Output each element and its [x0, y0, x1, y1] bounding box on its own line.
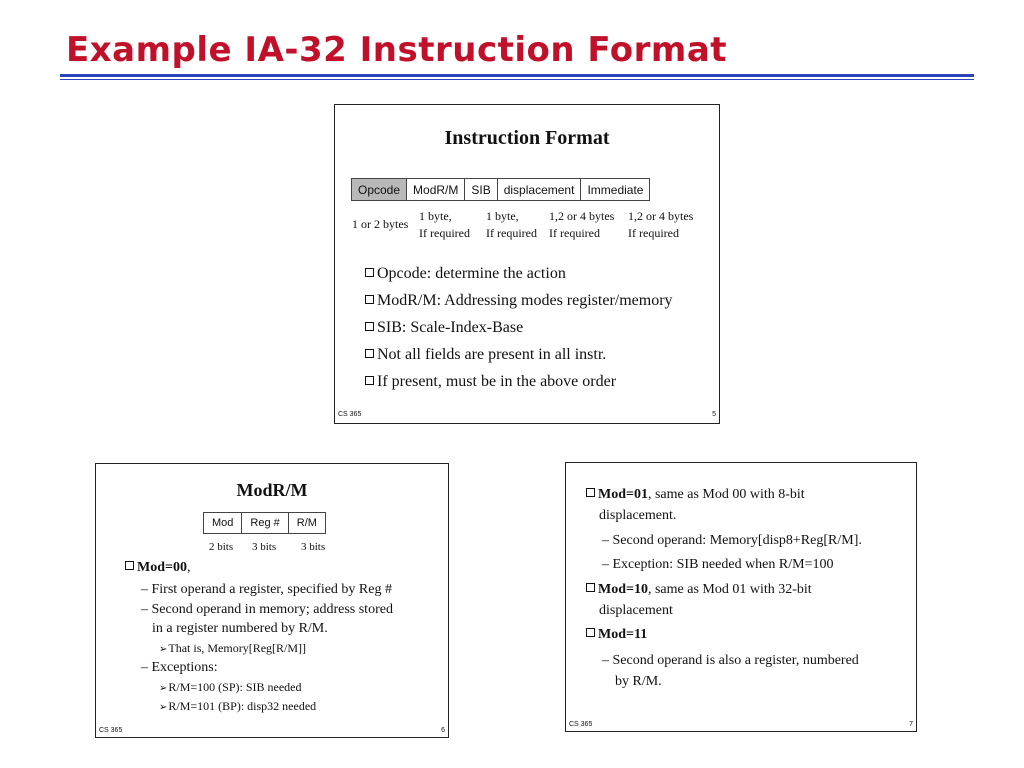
sub-item: – Exceptions: — [141, 660, 218, 675]
arrow-bullet-icon: ➢ — [159, 683, 168, 694]
slide-number: 6 — [441, 727, 445, 734]
bits-reg: 3 bits — [252, 541, 277, 553]
page-title: Example IA-32 Instruction Format — [66, 30, 728, 70]
sub-item: – First operand a register, specified by Reg # — [141, 582, 392, 597]
size-modrm: 1 byte, If required — [419, 209, 470, 240]
checkbox-bullet-icon — [586, 628, 595, 637]
checkbox-bullet-icon — [365, 322, 374, 331]
field-sib: SIB — [465, 179, 497, 201]
field-opcode: Opcode — [352, 179, 407, 201]
modrm-table — [203, 512, 326, 534]
bullet-item: Mod=10, same as Mod 01 with 32-bit — [586, 582, 812, 598]
size-displacement: 1,2 or 4 bytes If required — [549, 209, 615, 240]
field-displacement: displacement — [497, 179, 581, 201]
slide-title: ModR/M — [236, 480, 308, 500]
checkbox-bullet-icon — [365, 376, 374, 385]
arrow-bullet-icon: ➢ — [159, 644, 168, 655]
sub-item: – Second operand in memory; address stored — [141, 602, 393, 617]
bits-mod: 2 bits — [209, 541, 234, 553]
sub-item: – Second operand is also a register, numbered — [602, 653, 859, 668]
slide-instruction-format — [334, 104, 720, 424]
bullet-item: ModR/M: Addressing modes register/memory — [365, 292, 673, 310]
arrow-bullet-icon: ➢ — [159, 702, 168, 713]
instruction-format-table — [351, 178, 650, 201]
bits-rm: 3 bits — [301, 541, 326, 553]
slide-footer-course: CS 365 — [569, 721, 593, 728]
sub-item-continuation: by R/M. — [615, 674, 662, 689]
checkbox-bullet-icon — [365, 268, 374, 277]
bullet-item: If present, must be in the above order — [365, 373, 616, 391]
size-opcode: 1 or 2 bytes — [352, 217, 409, 231]
slide-modrm — [95, 463, 449, 738]
slide-footer-course: CS 365 — [99, 727, 123, 734]
bullet-item: Not all fields are present in all instr. — [365, 346, 606, 364]
bullet-item: Mod=00, — [125, 560, 190, 576]
field-immediate: Immediate — [581, 179, 650, 201]
slide-mod-cases — [565, 462, 917, 732]
field-modrm: ModR/M — [407, 179, 465, 201]
sub-item-continuation: in a register numbered by R/M. — [152, 621, 328, 636]
bullet-continuation: displacement. — [599, 508, 677, 523]
checkbox-bullet-icon — [365, 349, 374, 358]
title-underline-thin — [60, 79, 974, 80]
title-underline — [60, 74, 974, 77]
field-reg: Reg # — [242, 513, 288, 534]
bullet-item: Mod=11 — [586, 627, 647, 643]
bullet-item: Opcode: determine the action — [365, 265, 566, 283]
bullet-item: Mod=01, same as Mod 00 with 8-bit — [586, 487, 805, 503]
sub-sub-item: ➢That is, Memory[Reg[R/M]] — [159, 641, 307, 655]
checkbox-bullet-icon — [586, 583, 595, 592]
field-mod: Mod — [204, 513, 242, 534]
field-rm: R/M — [288, 513, 325, 534]
sub-sub-item: ➢R/M=100 (SP): SIB needed — [159, 680, 302, 694]
sub-item: – Second operand: Memory[disp8+Reg[R/M]. — [602, 533, 862, 548]
sub-item: – Exception: SIB needed when R/M=100 — [602, 557, 834, 572]
bullet-continuation: displacement — [599, 603, 673, 618]
slide-footer-course: CS 365 — [338, 411, 362, 418]
slide-number: 7 — [909, 721, 913, 728]
bullet-item: SIB: Scale-Index-Base — [365, 319, 523, 337]
checkbox-bullet-icon — [365, 295, 374, 304]
checkbox-bullet-icon — [586, 488, 595, 497]
slide-number: 5 — [712, 411, 716, 418]
size-sib: 1 byte, If required — [486, 209, 537, 240]
slide-title: Instruction Format — [444, 127, 610, 149]
sub-sub-item: ➢R/M=101 (BP): disp32 needed — [159, 699, 317, 713]
checkbox-bullet-icon — [125, 561, 134, 570]
size-immediate: 1,2 or 4 bytes If required — [628, 209, 694, 240]
